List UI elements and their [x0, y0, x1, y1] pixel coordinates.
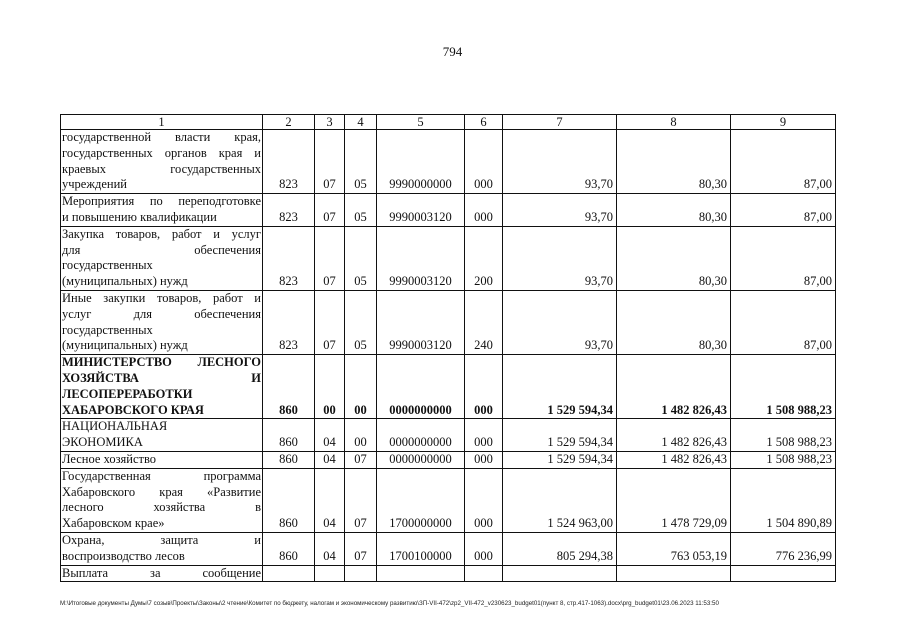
cell-section: 04 — [315, 451, 345, 468]
cell-amount-col7 — [503, 565, 617, 582]
cell-target-article: 9990003120 — [377, 226, 465, 290]
item-name-line: лесного хозяйства в — [62, 500, 261, 515]
cell-amount-col7: 93,70 — [503, 226, 617, 290]
header-col-6: 6 — [465, 115, 503, 130]
table-row — [61, 532, 836, 565]
cell-subsection: 07 — [345, 468, 377, 532]
cell-ministry-code: 823 — [263, 194, 315, 227]
cell-amount-col7: 805 294,38 — [503, 532, 617, 565]
cell-ministry-code: 860 — [263, 355, 315, 419]
cell-amount-col7: 93,70 — [503, 194, 617, 227]
cell-subsection: 07 — [345, 532, 377, 565]
header-col-3: 3 — [315, 115, 345, 130]
cell-section: 07 — [315, 226, 345, 290]
cell-item-name — [61, 565, 263, 582]
cell-item-name — [61, 290, 263, 354]
cell-subsection: 00 — [345, 355, 377, 419]
item-name-line: Закупка товаров, работ и услуг — [62, 226, 261, 241]
cell-item-name — [61, 355, 263, 419]
cell-amount-col9: 1 508 988,23 — [731, 451, 836, 468]
cell-expense-type: 000 — [465, 355, 503, 419]
header-col-1: 1 — [61, 115, 263, 130]
item-name-line: НАЦИОНАЛЬНАЯ — [62, 419, 168, 434]
table-row — [61, 290, 836, 354]
cell-target-article: 9990000000 — [377, 130, 465, 194]
page-number: 794 — [442, 44, 463, 59]
cell-amount-col9: 87,00 — [731, 194, 836, 227]
item-name-line: ХОЗЯЙСТВА И — [62, 370, 261, 385]
cell-ministry-code: 860 — [263, 468, 315, 532]
header-col-5: 5 — [377, 115, 465, 130]
item-name-line: Лесное хозяйство — [62, 451, 157, 466]
item-name-line: государственной власти края, — [62, 130, 261, 144]
cell-item-name — [61, 194, 263, 227]
cell-amount-col7: 1 529 594,34 — [503, 355, 617, 419]
cell-amount-col9: 1 504 890,89 — [731, 468, 836, 532]
cell-subsection — [345, 565, 377, 582]
table-row — [61, 451, 836, 468]
table-row — [61, 419, 836, 452]
cell-amount-col8: 1 482 826,43 — [617, 419, 731, 452]
cell-section: 04 — [315, 468, 345, 532]
cell-amount-col7: 1 524 963,00 — [503, 468, 617, 532]
cell-subsection: 05 — [345, 226, 377, 290]
item-name-line: и повышению квалификации — [62, 209, 217, 224]
cell-amount-col7: 93,70 — [503, 290, 617, 354]
cell-subsection: 07 — [345, 451, 377, 468]
header-col-2: 2 — [263, 115, 315, 130]
item-name-line: Выплата за сообщение — [62, 565, 261, 580]
cell-expense-type: 000 — [465, 194, 503, 227]
cell-section: 07 — [315, 194, 345, 227]
cell-subsection: 05 — [345, 290, 377, 354]
cell-item-name — [61, 451, 263, 468]
cell-expense-type: 000 — [465, 468, 503, 532]
item-name-line: краевых государственных — [62, 161, 261, 176]
footer-file-path: M:\Итоговые документы Думы\7 созыв\Проекты\Законы\2 чтение\Комитет по бюджету, налогам и экономическому развитию\ЗП-VII-472\zp2_VII-472_v230623_budget01(пункт 8, стр.417-1063).docx\prg_budget01\23.06.2023 11:53:50 — [60, 600, 719, 607]
cell-amount-col7: 93,70 — [503, 130, 617, 194]
cell-amount-col9: 87,00 — [731, 290, 836, 354]
cell-target-article: 0000000000 — [377, 451, 465, 468]
item-name-line: услуг для обеспечения — [62, 306, 261, 321]
item-name-line: Мероприятия по переподготовке — [62, 194, 261, 209]
item-name-line: Хабаровском крае» — [62, 516, 165, 531]
table-row — [61, 355, 836, 419]
table-row — [61, 468, 836, 532]
table-row — [61, 130, 836, 194]
cell-ministry-code — [263, 565, 315, 582]
cell-amount-col8: 1 478 729,09 — [617, 468, 731, 532]
budget-table — [60, 114, 836, 582]
table-body — [61, 115, 836, 582]
cell-ministry-code: 860 — [263, 451, 315, 468]
cell-target-article: 1700000000 — [377, 468, 465, 532]
item-name-line: государственных — [62, 258, 153, 273]
header-col-4: 4 — [345, 115, 377, 130]
item-name-line: Государственная программа — [62, 468, 261, 483]
item-name-line: государственных органов края и — [62, 145, 261, 160]
cell-section: 07 — [315, 290, 345, 354]
cell-amount-col8: 80,30 — [617, 226, 731, 290]
cell-target-article: 9990003120 — [377, 194, 465, 227]
cell-target-article — [377, 565, 465, 582]
cell-item-name — [61, 532, 263, 565]
cell-expense-type: 000 — [465, 451, 503, 468]
cell-subsection: 00 — [345, 419, 377, 452]
table-row — [61, 194, 836, 227]
header-col-8: 8 — [617, 115, 731, 130]
header-col-7: 7 — [503, 115, 617, 130]
cell-expense-type: 200 — [465, 226, 503, 290]
cell-amount-col8: 1 482 826,43 — [617, 355, 731, 419]
cell-amount-col9: 1 508 988,23 — [731, 419, 836, 452]
cell-item-name — [61, 419, 263, 452]
cell-section: 04 — [315, 419, 345, 452]
item-name-line: учреждений — [62, 177, 127, 192]
item-name-line: ЭКОНОМИКА — [62, 435, 143, 450]
cell-amount-col8 — [617, 565, 731, 582]
cell-expense-type: 000 — [465, 130, 503, 194]
cell-amount-col8: 763 053,19 — [617, 532, 731, 565]
cell-section: 00 — [315, 355, 345, 419]
cell-item-name — [61, 226, 263, 290]
cell-ministry-code: 860 — [263, 532, 315, 565]
cell-amount-col8: 80,30 — [617, 290, 731, 354]
cell-section: 04 — [315, 532, 345, 565]
item-name-line: Хабаровского края «Развитие — [62, 484, 261, 499]
table-row — [61, 226, 836, 290]
cell-section: 07 — [315, 130, 345, 194]
cell-amount-col9 — [731, 565, 836, 582]
cell-amount-col9: 87,00 — [731, 226, 836, 290]
item-name-line: для обеспечения — [62, 242, 261, 257]
item-name-line: (муниципальных) нужд — [62, 274, 188, 289]
cell-amount-col8: 80,30 — [617, 130, 731, 194]
cell-amount-col8: 80,30 — [617, 194, 731, 227]
cell-target-article: 0000000000 — [377, 355, 465, 419]
cell-target-article: 0000000000 — [377, 419, 465, 452]
cell-subsection: 05 — [345, 194, 377, 227]
item-name-line: ЛЕСОПЕРЕРАБОТКИ — [62, 386, 193, 401]
cell-ministry-code: 823 — [263, 290, 315, 354]
item-name-line: воспроизводство лесов — [62, 548, 185, 563]
item-name-line: Охрана, защита и — [62, 532, 261, 547]
cell-section — [315, 565, 345, 582]
table-header-row — [61, 115, 836, 130]
cell-subsection: 05 — [345, 130, 377, 194]
cell-amount-col7: 1 529 594,34 — [503, 419, 617, 452]
cell-ministry-code: 823 — [263, 226, 315, 290]
cell-amount-col9: 87,00 — [731, 130, 836, 194]
cell-expense-type — [465, 565, 503, 582]
cell-amount-col9: 1 508 988,23 — [731, 355, 836, 419]
table-row — [61, 565, 836, 582]
item-name-line: (муниципальных) нужд — [62, 338, 188, 353]
cell-amount-col7: 1 529 594,34 — [503, 451, 617, 468]
cell-item-name — [61, 130, 263, 194]
header-col-9: 9 — [731, 115, 836, 130]
cell-ministry-code: 860 — [263, 419, 315, 452]
item-name-line: ХАБАРОВСКОГО КРАЯ — [62, 402, 204, 417]
cell-ministry-code: 823 — [263, 130, 315, 194]
cell-expense-type: 240 — [465, 290, 503, 354]
item-name-line: государственных — [62, 322, 153, 337]
cell-item-name — [61, 468, 263, 532]
item-name-line: Иные закупки товаров, работ и — [62, 290, 261, 305]
item-name-line: МИНИСТЕРСТВО ЛЕСНОГО — [62, 355, 261, 370]
cell-expense-type: 000 — [465, 532, 503, 565]
cell-amount-col9: 776 236,99 — [731, 532, 836, 565]
cell-expense-type: 000 — [465, 419, 503, 452]
cell-amount-col8: 1 482 826,43 — [617, 451, 731, 468]
cell-target-article: 9990003120 — [377, 290, 465, 354]
cell-target-article: 1700100000 — [377, 532, 465, 565]
